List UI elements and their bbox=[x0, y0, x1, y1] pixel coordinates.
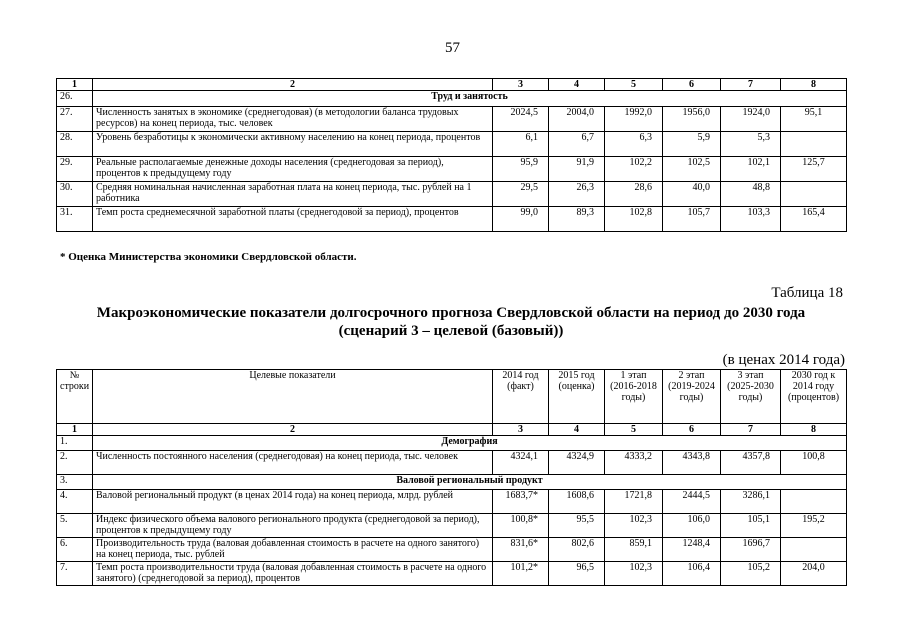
row-number: 4. bbox=[57, 490, 93, 514]
header-cell: 2015 год (оценка) bbox=[549, 370, 605, 424]
col-num: 7 bbox=[721, 424, 781, 436]
row-label: Уровень безработицы к экономически активному населению на конец периода, процентов bbox=[93, 132, 493, 157]
value-cell: 5,3 bbox=[721, 132, 781, 157]
value-cell: 1696,7 bbox=[721, 538, 781, 562]
value-cell: 1721,8 bbox=[605, 490, 663, 514]
value-cell: 2024,5 bbox=[493, 107, 549, 132]
col-num: 6 bbox=[663, 79, 721, 91]
row-number: 1. bbox=[57, 436, 93, 451]
row-label: Численность занятых в экономике (среднегодовая) (в методологии баланса трудовых ресурсов) на конец периода, тыс. человек bbox=[93, 107, 493, 132]
section-row bbox=[57, 475, 847, 490]
value-cell: 859,1 bbox=[605, 538, 663, 562]
row-label: Реальные располагаемые денежные доходы населения (среднегодовая за период), процентов к предыдущему году bbox=[93, 157, 493, 182]
value-cell: 102,8 bbox=[605, 207, 663, 232]
col-num: 2 bbox=[93, 79, 493, 91]
header-cell: 1 этап (2016-2018 годы) bbox=[605, 370, 663, 424]
value-cell: 1608,6 bbox=[549, 490, 605, 514]
row-label: Численность постоянного населения (среднегодовая) на конец периода, тыс. человек bbox=[93, 451, 493, 475]
col-num: 8 bbox=[781, 79, 847, 91]
value-cell: 1956,0 bbox=[663, 107, 721, 132]
row-label: Темп роста производительности труда (валовая добавленная стоимость в расчете на одного занятого) (среднегодовой за период), процентов bbox=[93, 562, 493, 586]
page-number: 57 bbox=[445, 40, 460, 56]
value-cell: 102,3 bbox=[605, 514, 663, 538]
col-num: 4 bbox=[549, 424, 605, 436]
col-num: 5 bbox=[605, 79, 663, 91]
value-cell: 106,0 bbox=[663, 514, 721, 538]
value-cell: 99,0 bbox=[493, 207, 549, 232]
value-cell: 95,5 bbox=[549, 514, 605, 538]
value-cell bbox=[781, 132, 847, 157]
prices-note: (в ценах 2014 года) bbox=[722, 352, 845, 368]
row-number: 30. bbox=[57, 182, 93, 207]
value-cell: 95,9 bbox=[493, 157, 549, 182]
value-cell: 89,3 bbox=[549, 207, 605, 232]
table-row bbox=[57, 107, 847, 132]
value-cell: 96,5 bbox=[549, 562, 605, 586]
value-cell: 1992,0 bbox=[605, 107, 663, 132]
value-cell: 105,2 bbox=[721, 562, 781, 586]
table-row bbox=[57, 562, 847, 586]
section-row bbox=[57, 436, 847, 451]
value-cell: 48,8 bbox=[721, 182, 781, 207]
row-label: Средняя номинальная начисленная заработная плата на конец периода, тыс. рублей на 1 работника bbox=[93, 182, 493, 207]
row-number: 27. bbox=[57, 107, 93, 132]
column-number-row bbox=[57, 79, 847, 91]
value-cell: 102,3 bbox=[605, 562, 663, 586]
value-cell: 4333,2 bbox=[605, 451, 663, 475]
footnote: * Оценка Министерства экономики Свердловской области. bbox=[60, 251, 357, 263]
col-num: 3 bbox=[493, 79, 549, 91]
col-num: 5 bbox=[605, 424, 663, 436]
value-cell: 2444,5 bbox=[663, 490, 721, 514]
row-label: Темп роста среднемесячной заработной платы (среднегодовой за период), процентов bbox=[93, 207, 493, 232]
section-title: Демография bbox=[93, 436, 847, 451]
table-row bbox=[57, 157, 847, 182]
value-cell: 106,4 bbox=[663, 562, 721, 586]
header-cell: 2030 год к 2014 году (процентов) bbox=[781, 370, 847, 424]
column-header-row bbox=[57, 370, 847, 424]
col-num: 7 bbox=[721, 79, 781, 91]
col-num: 8 bbox=[781, 424, 847, 436]
row-number: 31. bbox=[57, 207, 93, 232]
value-cell: 5,9 bbox=[663, 132, 721, 157]
value-cell: 102,2 bbox=[605, 157, 663, 182]
value-cell: 125,7 bbox=[781, 157, 847, 182]
value-cell: 204,0 bbox=[781, 562, 847, 586]
header-cell: Целевые показатели bbox=[93, 370, 493, 424]
col-num: 3 bbox=[493, 424, 549, 436]
col-num: 1 bbox=[57, 79, 93, 91]
value-cell: 103,3 bbox=[721, 207, 781, 232]
row-label: Индекс физического объема валового регионального продукта (среднегодовой за период), процентов к предыдущему году bbox=[93, 514, 493, 538]
value-cell: 40,0 bbox=[663, 182, 721, 207]
value-cell: 4324,9 bbox=[549, 451, 605, 475]
section-title: Валовой региональный продукт bbox=[93, 475, 847, 490]
table-row bbox=[57, 451, 847, 475]
value-cell: 105,1 bbox=[721, 514, 781, 538]
value-cell: 26,3 bbox=[549, 182, 605, 207]
table-row bbox=[57, 514, 847, 538]
value-cell: 100,8* bbox=[493, 514, 549, 538]
row-number: 6. bbox=[57, 538, 93, 562]
value-cell: 831,6* bbox=[493, 538, 549, 562]
row-number: 29. bbox=[57, 157, 93, 182]
row-number: 2. bbox=[57, 451, 93, 475]
value-cell: 102,5 bbox=[663, 157, 721, 182]
value-cell: 4324,1 bbox=[493, 451, 549, 475]
row-number: 28. bbox=[57, 132, 93, 157]
value-cell: 91,9 bbox=[549, 157, 605, 182]
header-cell: 3 этап (2025-2030 годы) bbox=[721, 370, 781, 424]
value-cell: 1924,0 bbox=[721, 107, 781, 132]
value-cell bbox=[781, 490, 847, 514]
col-num: 4 bbox=[549, 79, 605, 91]
value-cell bbox=[781, 538, 847, 562]
table-label: Таблица 18 bbox=[771, 285, 843, 301]
value-cell: 102,1 bbox=[721, 157, 781, 182]
row-number: 26. bbox=[57, 91, 93, 107]
value-cell: 1248,4 bbox=[663, 538, 721, 562]
header-cell: 2 этап (2019-2024 годы) bbox=[663, 370, 721, 424]
title-line: (сценарий 3 – целевой (базовый)) bbox=[338, 323, 564, 339]
value-cell: 95,1 bbox=[781, 107, 847, 132]
row-label: Производительность труда (валовая добавленная стоимость в расчете на одного занятого) на конец периода, тыс. рублей bbox=[93, 538, 493, 562]
value-cell: 802,6 bbox=[549, 538, 605, 562]
table-row bbox=[57, 132, 847, 157]
row-number: 7. bbox=[57, 562, 93, 586]
header-cell: № строки bbox=[57, 370, 93, 424]
column-number-row bbox=[57, 424, 847, 436]
value-cell: 4357,8 bbox=[721, 451, 781, 475]
value-cell: 101,2* bbox=[493, 562, 549, 586]
table-macro-forecast bbox=[56, 369, 847, 586]
value-cell: 6,3 bbox=[605, 132, 663, 157]
value-cell: 6,7 bbox=[549, 132, 605, 157]
table-row bbox=[57, 207, 847, 232]
value-cell: 100,8 bbox=[781, 451, 847, 475]
value-cell: 195,2 bbox=[781, 514, 847, 538]
table-row bbox=[57, 538, 847, 562]
value-cell: 3286,1 bbox=[721, 490, 781, 514]
value-cell: 2004,0 bbox=[549, 107, 605, 132]
table-row bbox=[57, 182, 847, 207]
section-title: Труд и занятость bbox=[93, 91, 847, 107]
table-labor bbox=[56, 78, 847, 232]
title-line: Макроэкономические показатели долгосрочного прогноза Свердловской области на период до 2030 года bbox=[96, 305, 806, 321]
section-row bbox=[57, 91, 847, 107]
row-label: Валовой региональный продукт (в ценах 2014 года) на конец периода, млрд. рублей bbox=[93, 490, 493, 514]
value-cell: 1683,7* bbox=[493, 490, 549, 514]
value-cell: 29,5 bbox=[493, 182, 549, 207]
row-number: 3. bbox=[57, 475, 93, 490]
value-cell: 28,6 bbox=[605, 182, 663, 207]
page-title bbox=[56, 304, 846, 340]
header-cell: 2014 год (факт) bbox=[493, 370, 549, 424]
table-row bbox=[57, 490, 847, 514]
col-num: 6 bbox=[663, 424, 721, 436]
value-cell bbox=[781, 182, 847, 207]
col-num: 1 bbox=[57, 424, 93, 436]
value-cell: 4343,8 bbox=[663, 451, 721, 475]
value-cell: 105,7 bbox=[663, 207, 721, 232]
row-number: 5. bbox=[57, 514, 93, 538]
value-cell: 6,1 bbox=[493, 132, 549, 157]
col-num: 2 bbox=[93, 424, 493, 436]
value-cell: 165,4 bbox=[781, 207, 847, 232]
